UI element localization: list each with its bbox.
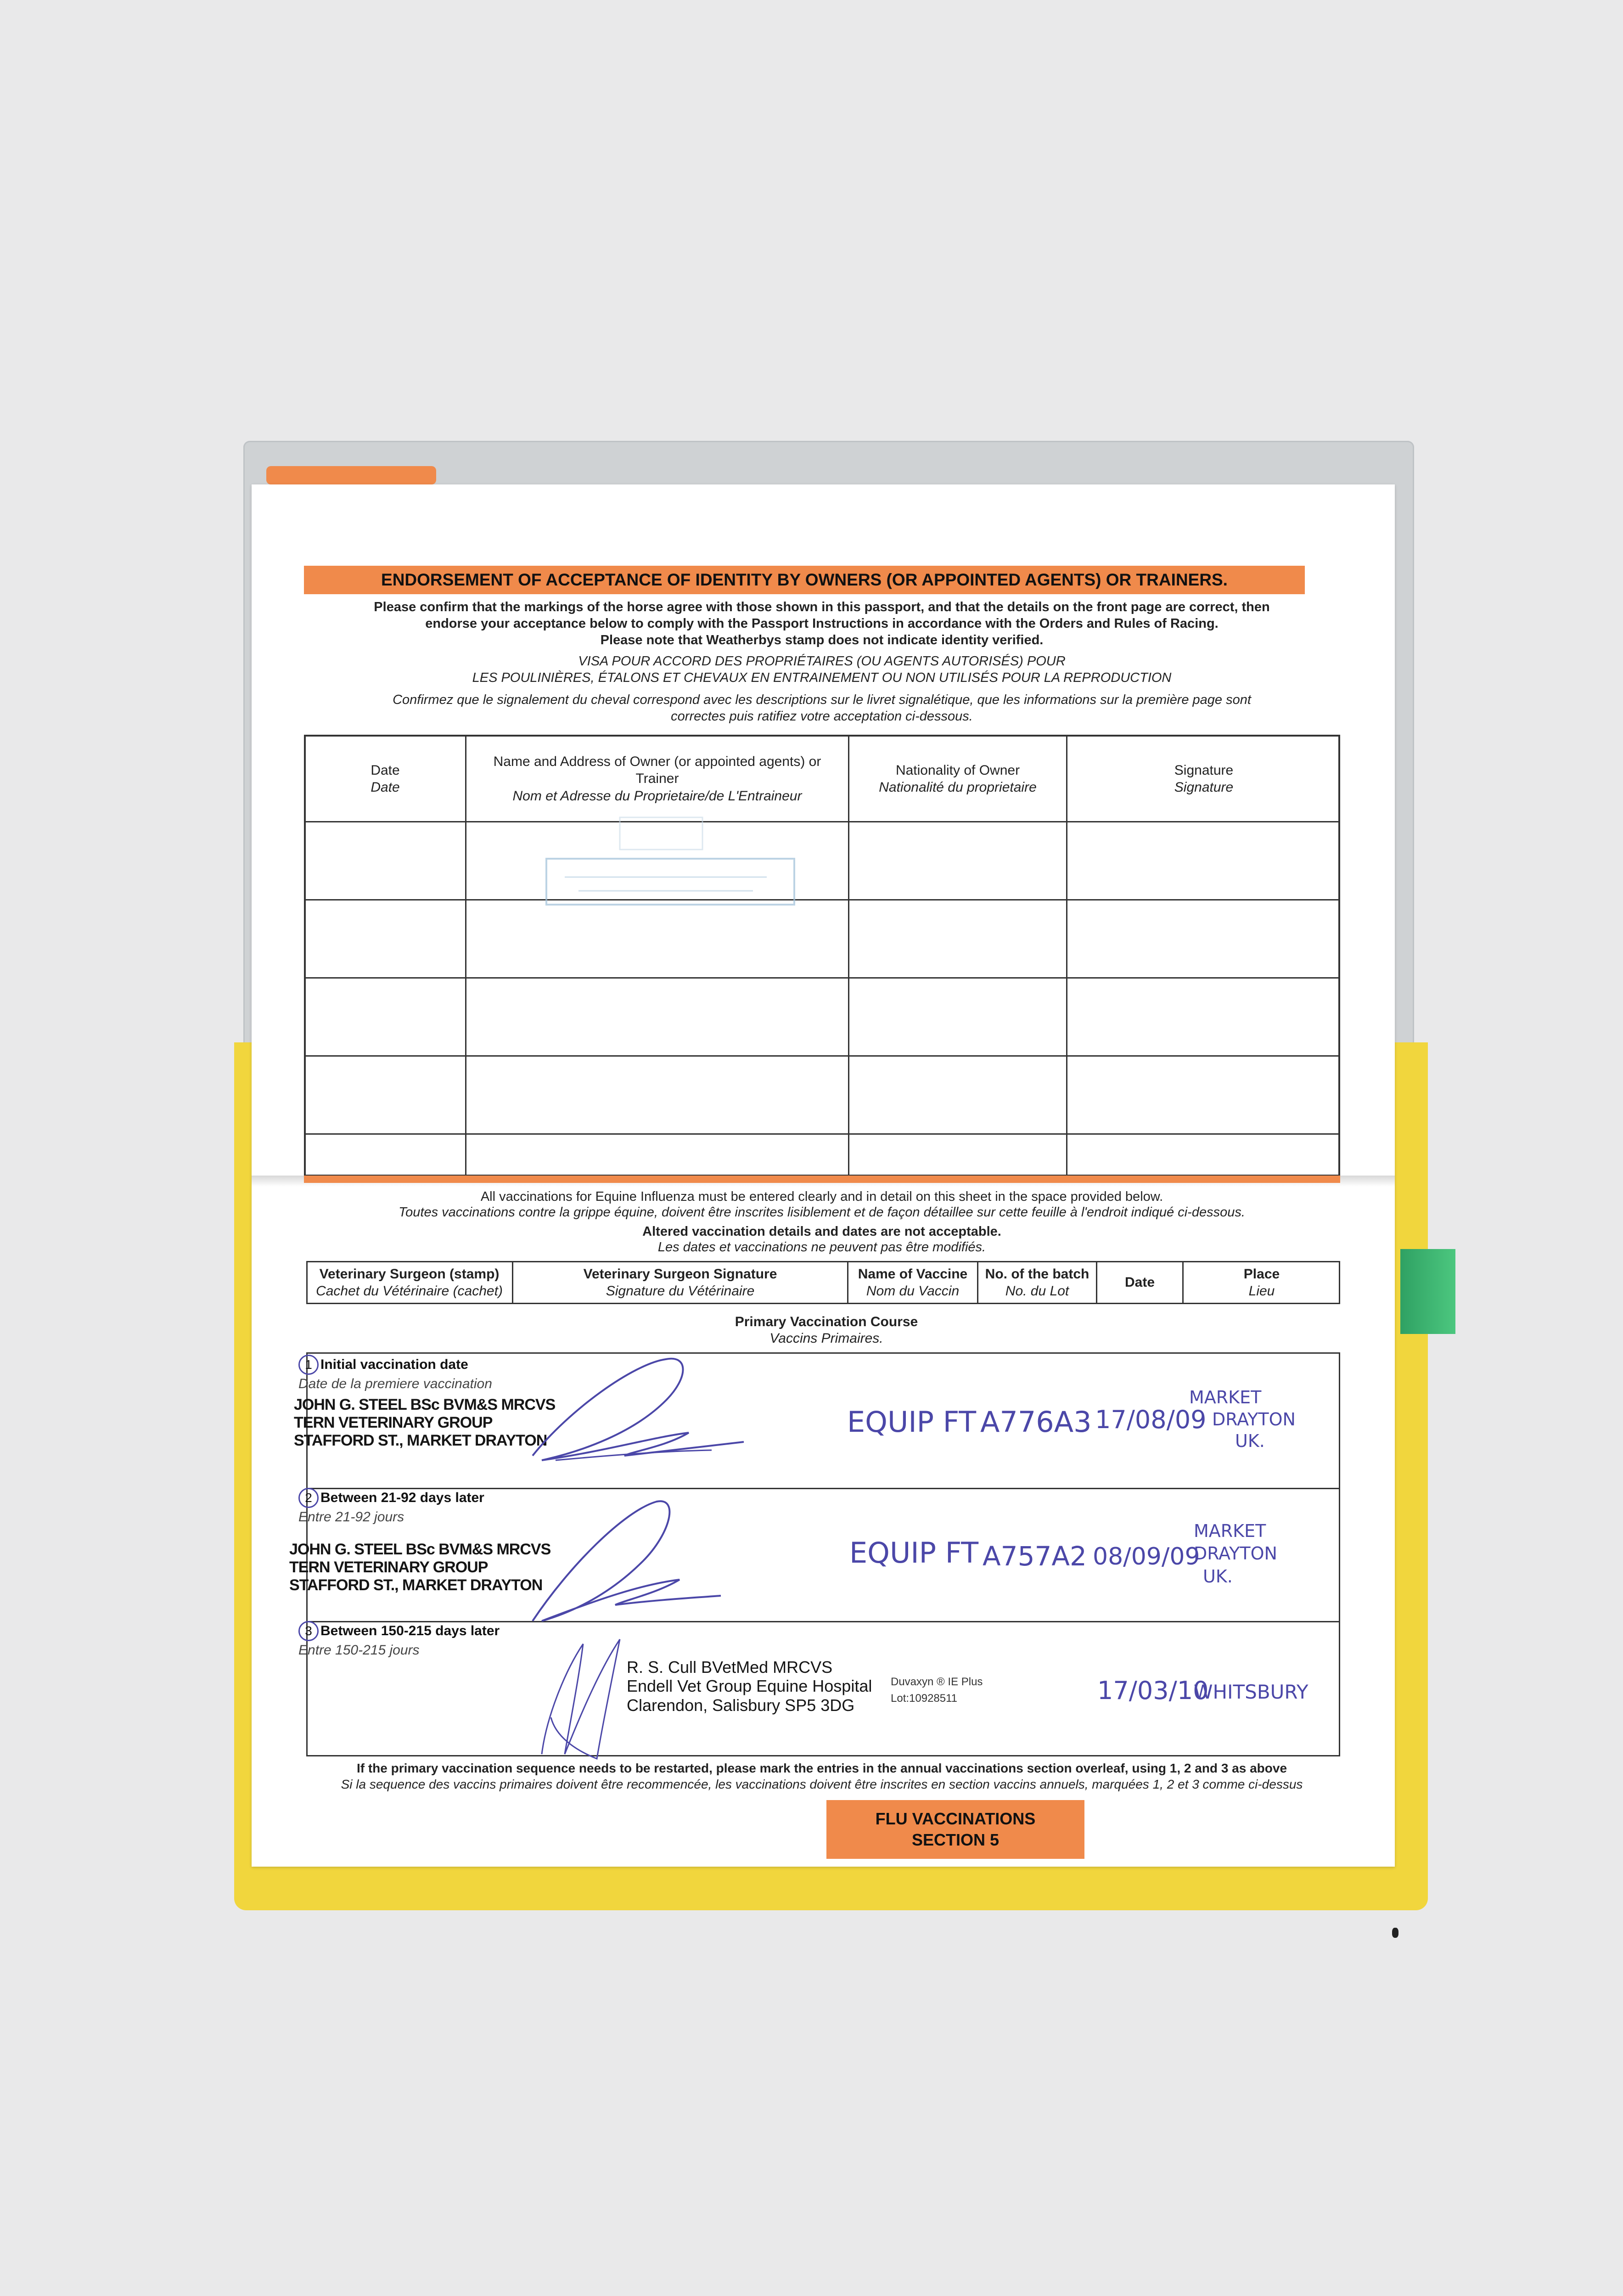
vaccination-intro-en: All vaccinations for Equine Influenza must be entered clearly and in detail on this sheet in the space provided below. [480,1189,1163,1204]
primary-course-title: Primary Vaccination Course [735,1314,918,1329]
visa-fr-1: VISA POUR ACCORD DES PROPRIÉTAIRES (OU AGENTS AUTORISÉS) POUR [578,654,1066,669]
restart-note-fr: Si la sequence des vaccins primaires doivent être recommencée, les vaccinations doivent être inscrites en section vaccins annuels, marquées 1, 2 et 3 comme ci-dessus [341,1777,1303,1791]
row3-place: WHITSBURY [1194,1681,1309,1703]
endorsement-instructions-2: endorse your acceptance below to comply with the Passport Instructions in accordance with the Orders and Rules of Racing. [425,616,1219,631]
row2-place: MARKET DRAYTON UK. [1194,1521,1277,1587]
endorsement-col-date: Date Date [371,762,400,795]
scan-mark [1392,1928,1398,1938]
row1-place: MARKET DRAYTON UK. [1189,1387,1296,1451]
altered-warning-en: Altered vaccination details and dates are not acceptable. [642,1224,1001,1239]
green-tab [1400,1249,1455,1334]
row2-batch: A757A2 [983,1541,1087,1572]
vax-col-signature: Veterinary Surgeon Signature Signature du Vétérinaire [583,1266,777,1299]
row1-vaccine: EQUIP FT [847,1405,977,1439]
row3-vet-stamp: R. S. Cull BVetMed MRCVS Endell Vet Group Equine Hospital Clarendon, Salisbury SP5 3DG [627,1658,872,1715]
orange-divider [304,1176,1340,1183]
altered-warning-fr: Les dates et vaccinations ne peuvent pas être modifiés. [657,1240,986,1255]
endorsement-instructions-3: Please note that Weatherbys stamp does not indicate identity verified. [600,633,1044,647]
visa-fr-2: LES POULINIÈRES, ÉTALONS ET CHEVAUX EN ENTRAINEMENT OU NON UTILISÉS POUR LA REPRODUCTION [472,670,1172,685]
vax-col-stamp: Veterinary Surgeon (stamp) Cachet du Vétérinaire (cachet) [316,1266,503,1299]
restart-note-en: If the primary vaccination sequence needs to be restarted, please mark the entries in the annual vaccinations section overleaf, using 1, 2 and 3 as above [356,1761,1287,1775]
row3-date: 17/03/10 [1097,1676,1209,1705]
row1-vet-stamp: JOHN G. STEEL BSc BVM&S MRCVS TERN VETERINARY GROUP STAFFORD ST., MARKET DRAYTON [294,1396,556,1450]
endorsement-instructions-1: Please confirm that the markings of the horse agree with those shown in this passport, and that the details on the front page are correct, then [374,600,1270,614]
row1-label: 1 Initial vaccination date Date de la premiere vaccination [298,1355,492,1393]
vax-col-vaccine: Name of Vaccine Nom du Vaccin [858,1266,968,1299]
endorsement-col-nationality: Nationality of Owner Nationalité du proprietaire [879,762,1037,795]
row2-label: 2 Between 21-92 days later Entre 21-92 jours [298,1488,484,1526]
row2-vet-signature [505,1483,735,1635]
endorsement-title: ENDORSEMENT OF ACCEPTANCE OF IDENTITY BY OWNERS (OR APPOINTED AGENTS) OR TRAINERS. [304,566,1305,594]
primary-course-title-fr: Vaccins Primaires. [769,1331,883,1346]
orange-tab [266,466,436,484]
endorsement-col-signature: Signature Signature [1174,762,1234,795]
section-label: FLU VACCINATIONS SECTION 5 [826,1800,1084,1859]
row3-vaccine-label: Duvaxyn ® IE Plus Lot:10928511 [891,1676,983,1705]
row2-date: 08/09/09 [1093,1543,1200,1570]
row2-vet-stamp: JOHN G. STEEL BSc BVM&S MRCVS TERN VETERINARY GROUP STAFFORD ST., MARKET DRAYTON [289,1541,551,1594]
row2-vaccine: EQUIP FT [849,1536,979,1570]
faint-stamp-mark [537,808,803,914]
confirm-fr-2: correctes puis ratifiez votre acceptation ci-dessous. [671,709,973,724]
vax-col-place: Place Lieu [1243,1266,1280,1299]
endorsement-col-owner: Name and Address of Owner (or appointed agents) or Trainer Nom et Adresse du Proprietaire/de L'Entraineur [493,754,821,804]
row1-batch: A776A3 [980,1405,1092,1439]
confirm-fr-1: Confirmez que le signalement du cheval correspond avec les descriptions sur le livret signalétique, que les informations sur la première page sont [393,692,1251,707]
vax-col-batch: No. of the batch No. du Lot [985,1266,1089,1299]
row1-date: 17/08/09 [1095,1405,1207,1434]
vaccination-intro-fr: Toutes vaccinations contre la grippe équine, doivent être inscrites lisiblement et de façon détaillee sur cette feuille à l'endroit indiqué ci-dessous. [399,1205,1245,1220]
row3-label: 3 Between 150-215 days later Entre 150-215 jours [298,1621,500,1659]
vax-col-date: Date [1124,1275,1155,1290]
row1-vet-signature [514,1345,753,1483]
